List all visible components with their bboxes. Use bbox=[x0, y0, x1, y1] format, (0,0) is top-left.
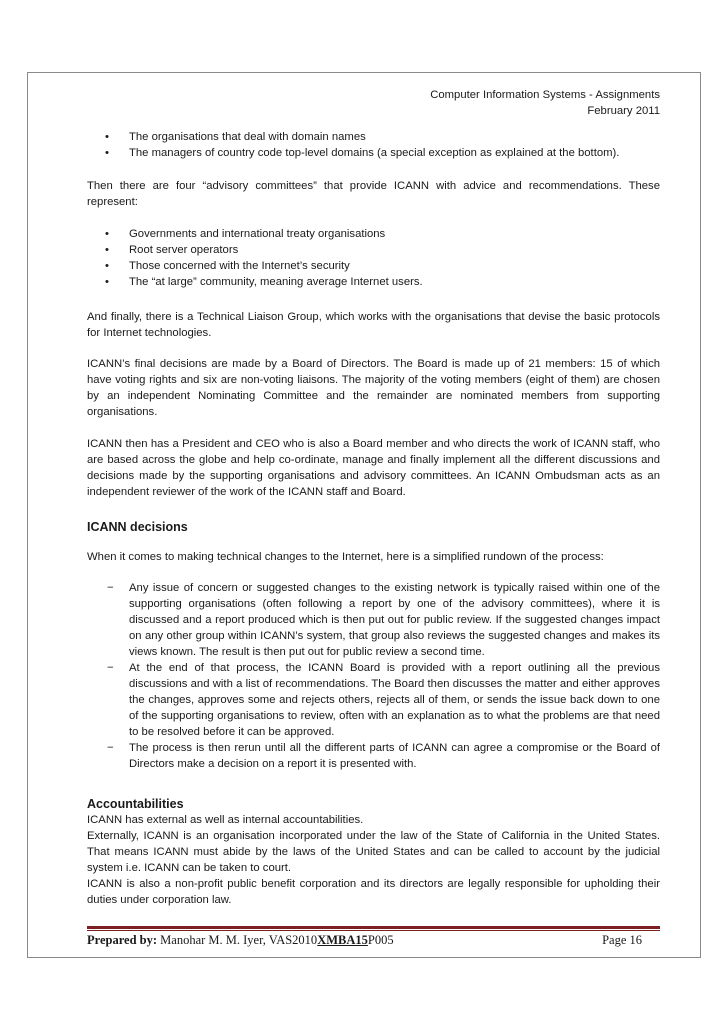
footer bbox=[87, 933, 660, 948]
header-title: Computer Information Systems - Assignments bbox=[430, 89, 660, 101]
footer-author: Manohar M. M. Iyer, VAS2010 bbox=[157, 933, 318, 947]
footer-rule bbox=[87, 926, 660, 929]
organisations-list bbox=[87, 129, 660, 161]
paragraph-president: ICANN then has a President and CEO who is also a Board member and who directs the work of ICANN staff, who are based across the globe and help co-ordinate, manage and finally implement all the different discussions and decisions made by the supporting organisations and advisory committees. An ICANN Ombudsman acts as an independent reviewer of the work of the ICANN staff and Board. bbox=[87, 438, 660, 498]
header-date: February 2011 bbox=[587, 105, 660, 117]
paragraph-acc-intro: ICANN has external as well as internal accountabilities. bbox=[87, 814, 364, 826]
footer-prepared-label: Prepared by: bbox=[87, 933, 158, 947]
paragraph-acc-nonprofit: ICANN is also a non-profit public benefit corporation and its directors are legally responsible for upholding their duties under corporation law. bbox=[87, 878, 660, 906]
footer-code: XMBA15 bbox=[317, 933, 368, 947]
list-item: • Root server operators bbox=[87, 242, 660, 258]
paragraph-board: ICANN’s final decisions are made by a Board of Directors. The Board is made up of 21 members: 15 of which have voting rights and six are non-voting liaisons. The majority of the voting members (eight of them) are chosen by an independent Nominating Committee and the remainder are nominated members from supporting organisations. bbox=[87, 358, 660, 418]
page-number: Page 16 bbox=[602, 933, 642, 947]
advisory-list bbox=[87, 226, 660, 290]
process-list bbox=[87, 580, 660, 772]
heading-icann-decisions: ICANN decisions bbox=[87, 520, 188, 534]
list-item: • The “at large” community, meaning average Internet users. bbox=[87, 274, 660, 290]
footer-suffix: P005 bbox=[367, 933, 394, 947]
list-item: • Those concerned with the Internet’s security bbox=[87, 258, 660, 274]
list-item: − The process is then rerun until all the different parts of ICANN can agree a compromise or the Board of Directors make a decision on a report it is presented with. bbox=[87, 740, 660, 772]
list-item: • The managers of country code top-level domains (a special exception as explained at the bottom). bbox=[87, 145, 660, 161]
paragraph-rundown: When it comes to making technical changes to the Internet, here is a simplified rundown of the process: bbox=[87, 551, 604, 563]
list-item: − At the end of that process, the ICANN Board is provided with a report outlining all the previous discussions and with a list of recommendations. The Board then discusses the matter and either approves the changes, approves some and rejects others, rejects all of them, or sends the issue back down to one of the supporting organisations to review, often with an explanation as to what the problems are that need to be resolved before it can be approved. bbox=[87, 660, 660, 740]
paragraph-advisory: Then there are four “advisory committees” that provide ICANN with advice and recommendations. These represent: bbox=[87, 180, 660, 208]
running-header bbox=[87, 87, 660, 119]
list-item: • The organisations that deal with domain names bbox=[87, 129, 660, 145]
heading-accountabilities: Accountabilities bbox=[87, 797, 184, 811]
list-item: • Governments and international treaty organisations bbox=[87, 226, 660, 242]
paragraph-acc-external: Externally, ICANN is an organisation incorporated under the law of the State of California in the United States. That means ICANN must abide by the laws of the United States and can be called to account by the judicial system i.e. ICANN can be taken to court. bbox=[87, 830, 660, 874]
footer-rule-thin bbox=[87, 930, 660, 931]
paragraph-liaison: And finally, there is a Technical Liaison Group, which works with the organisations that devise the basic protocols for Internet technologies. bbox=[87, 311, 660, 339]
list-item: − Any issue of concern or suggested changes to the existing network is typically raised within one of the supporting organisations (often following a report by one of the advisory committees), where it is discussed and a report produced which is then put out for public review. If the suggested changes impact on any other group within ICANN’s system, that group also reviews the suggested changes and makes its views known. The result is then put out for public review a second time. bbox=[87, 580, 660, 660]
